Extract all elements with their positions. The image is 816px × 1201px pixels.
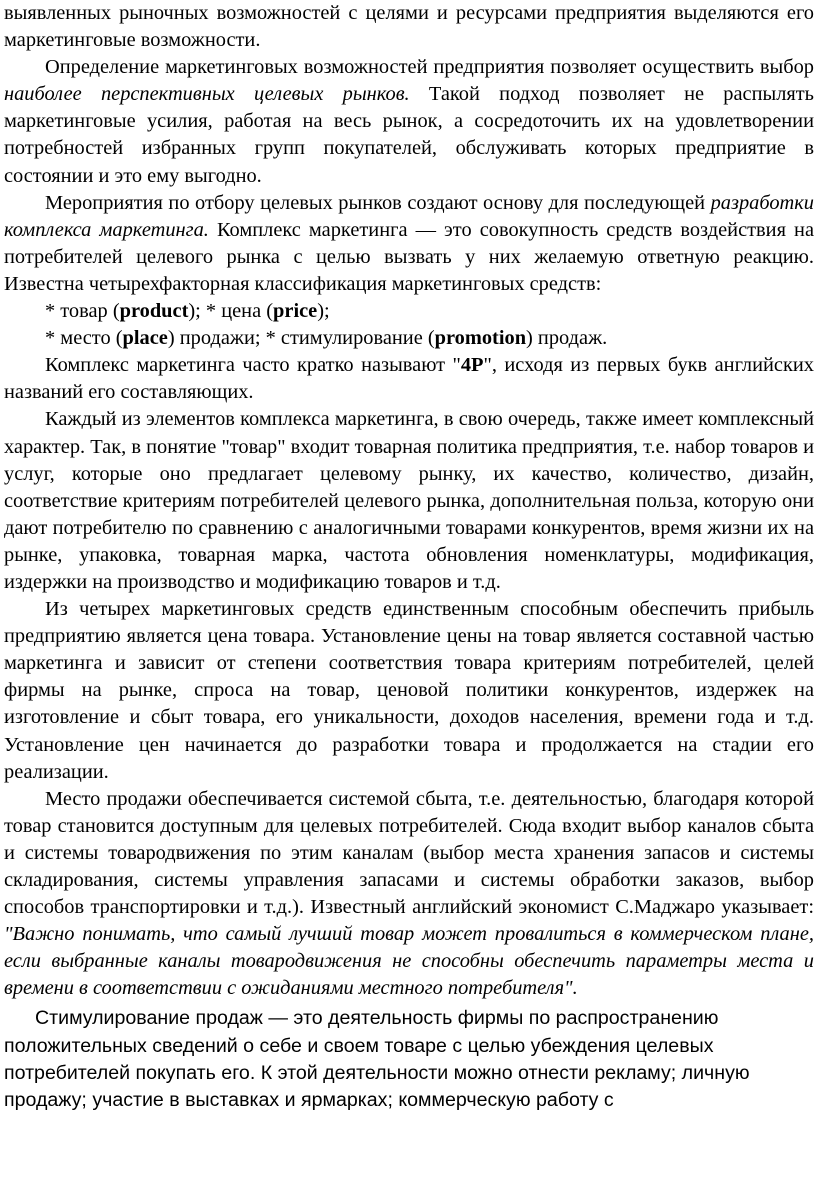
- paragraph-3-text: Мероприятия по отбору целевых рынков создают основу для последующей: [45, 191, 711, 214]
- term-product: product: [119, 300, 189, 323]
- list1-text: * товар (: [45, 300, 120, 323]
- paragraph-3-text-end: Комплекс маркетинга — это совокупность средств воздействия на потребителей целевого рынка с целью вызвать у них желаемую ответную реакцию. Известна четырехфакторная классификация маркетинговых средств:: [4, 218, 814, 295]
- term-4p: 4P: [460, 354, 484, 377]
- paragraph-6: Из четырех маркетинговых средств единственным способным обеспечить прибыль предприятию является цена товара. Установление цены на товар является составной частью маркетинга и зависит от степени соответствия товара критериям потребителей, целей фирмы на рынке, спроса на товар, ценовой политики конкурентов, издержек на изготовление и сбыт товара, его уникальности, доходов населения, времени года и т.д. Установление цен начинается до разработки товара и продолжается на стадии его реализации.: [4, 598, 814, 783]
- list2-text: * место (: [45, 327, 123, 350]
- paragraph-4-text-end: ", исходя из первых букв английских названий его составляющих.: [4, 354, 814, 404]
- term-place: place: [122, 327, 168, 350]
- paragraph-1: выявленных рыночных возможностей с целями и ресурсами предприятия выделяются его маркетинговые возможности.: [4, 2, 814, 52]
- paragraph-2-text-end: Такой подход позволяет не распылять маркетинговые усилия, работая на весь рынок, а сосредоточить их на удовлетворении потребностей избранных групп покупателей, обслуживать которых предприятие в состоянии и это ему выгодно.: [4, 83, 814, 187]
- term-promotion: promotion: [434, 327, 527, 350]
- list2-text-mid: ) продажи; * стимулирование (: [167, 327, 435, 350]
- paragraph-7: [4, 786, 814, 1003]
- paragraph-3-italic: разработки комплекса маркетинга.: [4, 191, 814, 241]
- list1-text-mid: ); * цена (: [188, 300, 274, 323]
- paragraph-3: [4, 190, 814, 298]
- paragraph-2-text: Определение маркетинговых возможностей предприятия позволяет осуществить выбор: [45, 56, 814, 79]
- paragraph-7-text: Место продажи обеспечивается системой сбыта, т.е. деятельностью, благодаря которой товар становится доступным для целевых потребителей. Сюда входит выбор каналов сбыта и системы товародвижения по этим каналам (выбор места хранения запасов и системы складирования, системы управления запасами и системы обработки заказов, выбор способов транспортировки и т.д.). Известный английский экономист С.Маджаро указывает:: [4, 787, 814, 919]
- paragraph-2-italic: наиболее перспективных целевых рынков.: [4, 83, 410, 106]
- list2-text-end: ) продаж.: [526, 327, 608, 350]
- paragraph-4-text: Комплекс маркетинга часто кратко называют ": [45, 354, 461, 377]
- term-price: price: [273, 300, 318, 323]
- list-item-product-price: [4, 298, 814, 325]
- list1-text-end: );: [317, 300, 330, 323]
- paragraph-5: Каждый из элементов комплекса маркетинга, в свою очередь, также имеет комплексный характер. Так, в понятие "товар" входит товарная политика предприятия, т.е. набор товаров и услуг, которые оно предлагает целевому рынку, их качество, количество, дизайн, соответствие критериям потребителей целевого рынка, дополнительная польза, которую они дают потребителю по сравнению с аналогичными товарами конкурентов, время жизни их на рынке, упаковка, товарная марка, частота обновления номенклатуры, модификация, издержки на производство и модификацию товаров и т.д.: [4, 408, 814, 593]
- paragraph-8: Стимулирование продаж — это деятельность фирмы по распространению положительных сведений о себе и своем товаре с целью убеждения целевых потребителей покупать его. К этой деятельности можно отнести рекламу; личную продажу; участие в выставках и ярмарках; коммерческую работу с: [4, 1007, 750, 1112]
- list-item-place-promotion: [4, 325, 814, 352]
- paragraph-2: [4, 54, 814, 189]
- paragraph-7-quote: "Важно понимать, что самый лучший товар может провалиться в коммерческом плане, если выбранные каналы товародвижения не способны обеспечить параметры места и времени в соответствии с ожиданиями местного потребителя".: [4, 923, 814, 1000]
- paragraph-4: [4, 352, 814, 406]
